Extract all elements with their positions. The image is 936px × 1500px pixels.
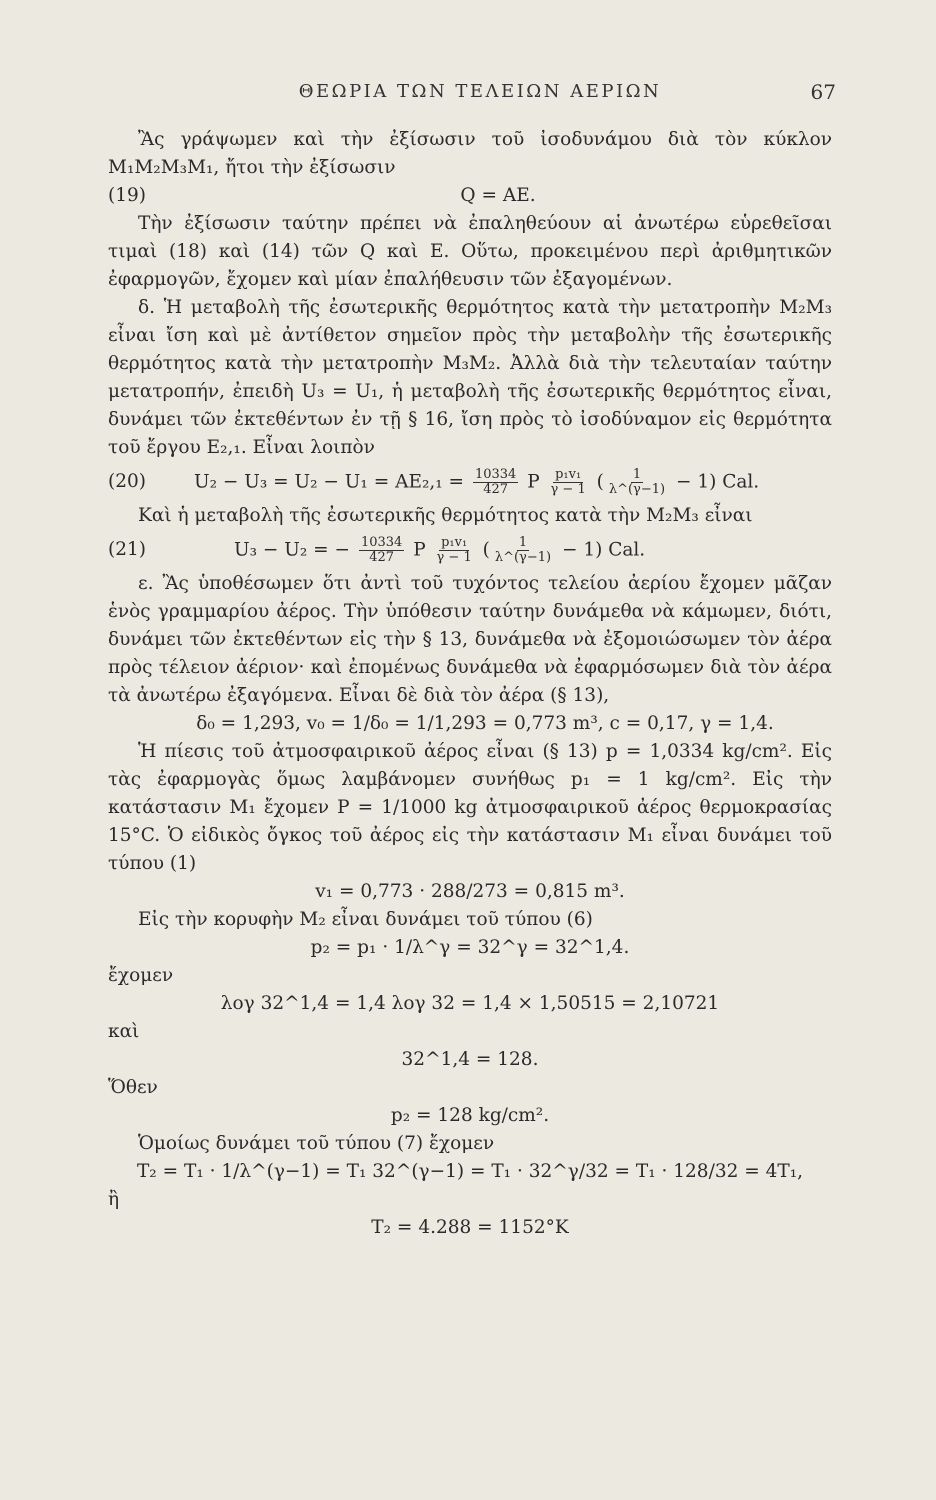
paragraph-8: Ὁμοίως δυνάμει τοῦ τύπου (7) ἔχομεν (138, 1133, 495, 1154)
numerator: 1 (632, 466, 642, 482)
fraction (549, 468, 588, 497)
equation-number: (21) (108, 539, 146, 560)
fraction (473, 468, 518, 497)
equation-T2: T₂ = T₁ · 1/λ^(γ−1) = T₁ 32^(γ−1) = T₁ · 32^γ/32 = T₁ · 128/32 = 4T₁, (136, 1161, 804, 1182)
eq20-P: P (527, 471, 540, 492)
open-paren: ( (482, 539, 490, 560)
equation-air-constants: δ₀ = 1,293, v₀ = 1/δ₀ = 1/1,293 = 0,773 m³, c = 0,17, γ = 1,4. (196, 713, 774, 734)
equation-20 (108, 462, 832, 502)
paragraph-3: δ. Ἡ μεταβολὴ τῆς ἐσωτερικῆς θερμότητος κατὰ τὴν μετατροπὴν M₂M₃ εἶναι ἴση καὶ μὲ ἀντίθετον σημεῖον πρὸς τὴν μεταβολὴν τῆς ἐσωτερικῆς θερμότητος κατὰ τὴν μετατροπὴν M₃M₂. Ἀλλὰ διὰ τὴν τελευταίαν ταύτην μετατροπήν, ἐπειδὴ U₃ = U₁, ἡ μεταβολὴ τῆς ἐσωτερικῆς θερμότητος εἶναι, δυνάμει τῶν ἐκτεθέντων ἐν τῇ § 16, ἴση πρὸς τὸ ἰσοδύναμον εἰς θερμότητα τοῦ ἔργου E₂,₁. Εἶναι λοιπὸν (108, 297, 832, 458)
eq21-lhs: U₃ − U₂ = − (234, 539, 351, 560)
equation-log: λογ 32^1,4 = 1,4 λογ 32 = 1,4 × 1,50515 = 2,10721 (220, 993, 720, 1014)
word-h: ἢ (108, 1189, 120, 1210)
equation-v1: v₁ = 0,773 · 288/273 = 0,815 m³. (315, 881, 625, 902)
numerator: 10334 (474, 466, 517, 482)
fraction (435, 536, 474, 565)
page-number: 67 (810, 80, 836, 104)
denominator: γ − 1 (550, 481, 586, 497)
equation-21 (108, 530, 832, 570)
numerator: 1 (518, 534, 528, 550)
eq20-lhs: U₂ − U₃ = U₂ − U₁ = AE₂,₁ = (194, 471, 465, 492)
paragraph-6: Ἡ πίεσις τοῦ ἀτμοσφαιρικοῦ ἀέρος εἶναι (§ 13) p = 1,0334 kg/cm². Εἰς τὰς ἐφαρμογὰς ὅμως λαμβάνομεν συνήθως p₁ = 1 kg/cm². Εἰς τὴν κατάστασιν M₁ ἔχομεν P = 1/1000 kg ἀτμοσφαιρικοῦ ἀέρος θερμοκρασίας 15°C. Ὁ εἰδικὸς ὄγκος τοῦ ἀέρος εἰς τὴν κατάστασιν M₁ εἶναι δυνάμει τοῦ τύπου (1) (108, 741, 832, 874)
denominator: 427 (483, 481, 509, 497)
paragraph-4: Καὶ ἡ μεταβολὴ τῆς ἐσωτερικῆς θερμότητος κατὰ τὴν M₂M₃ εἶναι (138, 505, 753, 526)
paragraph-2: Τὴν ἐξίσωσιν ταύτην πρέπει νὰ ἐπαληθεύουν αἱ ἀνωτέρω εὑρεθεῖσαι τιμαὶ (18) καὶ (14) τῶν Q καὶ E. Οὕτω, προκειμένου περὶ ἀριθμητικῶν ἐφαρμογῶν, ἔχομεν καὶ μίαν ἐπαλήθευσιν τῶν ἐξαγομένων. (108, 213, 832, 290)
equation-number: (19) (108, 185, 146, 206)
equation-p2-result: p₂ = 128 kg/cm². (390, 1105, 550, 1126)
word-othen: Ὅθεν (108, 1077, 158, 1098)
eq21-P: P (413, 539, 426, 560)
equation-body (164, 536, 832, 565)
paragraph-1: Ἂς γράψωμεν καὶ τὴν ἐξίσωσιν τοῦ ἰσοδυνάμου διὰ τὸν κύκλον M₁M₂M₃M₁, ἤτοι τὴν ἐξίσωσιν (108, 129, 832, 178)
numerator: p₁v₁ (441, 534, 468, 550)
paragraph-5: ε. Ἂς ὑποθέσωμεν ὅτι ἀντὶ τοῦ τυχόντος τελείου ἀερίου ἔχομεν μᾶζαν ἑνὸς γραμμαρίου ἀέρος. Τὴν ὑπόθεσιν ταύτην δυνάμεθα νὰ κάμωμεν, διότι, δυνάμει τῶν ἐκτεθέντων εἰς τὴν § 13, δυνάμεθα νὰ ἐξομοιώσωμεν τὸν ἀέρα πρὸς τέλειον ἀέριον· καὶ ἐπομένως δυνάμεθα νὰ ἐφαρμόσωμεν διὰ τὸν ἀέρα τὰ ἀνωτέρω ἐξαγόμενα. Εἶναι δὲ διὰ τὸν ἀέρα (§ 13), (108, 573, 832, 706)
fraction (359, 536, 404, 565)
running-header (108, 78, 836, 118)
equation-19 (108, 182, 832, 210)
equation-p2: p₂ = p₁ · 1/λ^γ = 32^γ = 32^1,4. (310, 937, 630, 958)
word-kai: καὶ (108, 1021, 140, 1042)
paragraph-7: Εἰς τὴν κορυφὴν M₂ εἶναι δυνάμει τοῦ τύπου (6) (138, 909, 593, 930)
numerator: 10334 (360, 534, 403, 550)
denominator: 427 (369, 549, 395, 565)
denominator: γ − 1 (436, 549, 472, 565)
equation-32-power: 32^1,4 = 128. (401, 1049, 539, 1070)
equation-body: Q = AE. (460, 185, 536, 206)
equation-T2-result: T₂ = 4.288 = 1152°K (371, 1217, 569, 1238)
denominator: λ^(γ−1) (608, 481, 666, 497)
denominator: λ^(γ−1) (494, 549, 552, 565)
word-exomen: ἔχομεν (108, 965, 174, 986)
equation-body (164, 468, 832, 497)
running-title: ΘΕΩΡΙΑ ΤΩΝ ΤΕΛΕΙΩΝ ΑΕΡΙΩΝ (298, 81, 662, 102)
open-paren: ( (596, 471, 604, 492)
eq20-tail: − 1) Cal. (675, 471, 760, 492)
equation-number: (20) (108, 471, 146, 492)
fraction (607, 468, 667, 497)
numerator: p₁v₁ (555, 466, 582, 482)
fraction (493, 536, 553, 565)
eq21-tail: − 1) Cal. (561, 539, 646, 560)
